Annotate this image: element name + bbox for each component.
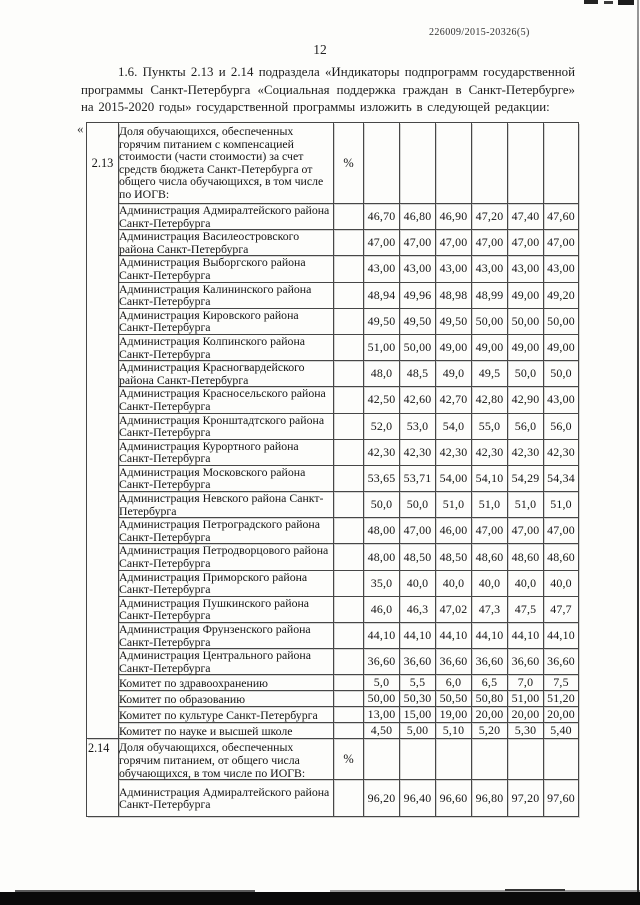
- value-cell: 42,50: [364, 387, 400, 413]
- value-cell: 20,00: [544, 707, 579, 723]
- scan-artifact-mark: [584, 0, 598, 4]
- table-row: [87, 361, 579, 387]
- value-cell: 48,60: [544, 544, 579, 570]
- row-name-cell: Администрация Красногвардейского района Санкт-Петербурга: [119, 361, 334, 387]
- value-cell: [544, 123, 579, 204]
- row-name-cell: Администрация Приморского района Санкт-Петербурга: [119, 570, 334, 596]
- unit-cell: [334, 256, 364, 282]
- value-cell: 48,60: [472, 544, 508, 570]
- value-cell: 97,60: [544, 780, 579, 817]
- value-cell: 51,20: [544, 691, 579, 707]
- value-cell: 49,00: [508, 334, 544, 360]
- unit-cell: [334, 707, 364, 723]
- value-cell: 42,70: [436, 387, 472, 413]
- value-cell: 5,20: [472, 723, 508, 739]
- section-number-cell: [87, 739, 119, 817]
- unit-cell: %: [334, 123, 364, 204]
- value-cell: 5,40: [544, 723, 579, 739]
- value-cell: 54,34: [544, 465, 579, 491]
- value-cell: [508, 123, 544, 204]
- value-cell: 54,10: [472, 465, 508, 491]
- row-name-cell: Администрация Невского района Санкт-Петербурга: [119, 492, 334, 518]
- value-cell: 40,0: [436, 570, 472, 596]
- row-name-cell: Комитет по науке и высшей школе: [119, 723, 334, 739]
- table-row: [87, 596, 579, 622]
- table-row: [87, 387, 579, 413]
- value-cell: 51,0: [472, 492, 508, 518]
- unit-cell: [334, 308, 364, 334]
- value-cell: 47,00: [544, 230, 579, 256]
- row-name-cell: Администрация Курортного района Санкт-Петербурга: [119, 439, 334, 465]
- unit-cell: [334, 723, 364, 739]
- value-cell: 54,0: [436, 413, 472, 439]
- value-cell: 47,02: [436, 596, 472, 622]
- section-header-row: [87, 123, 579, 204]
- value-cell: 47,5: [508, 596, 544, 622]
- opening-quote-mark: «: [77, 121, 84, 136]
- table-row: [87, 465, 579, 491]
- value-cell: 15,00: [400, 707, 436, 723]
- unit-cell: [334, 361, 364, 387]
- document-reference-number: 226009/2015-20326(5): [429, 27, 530, 38]
- value-cell: 51,00: [508, 691, 544, 707]
- intro-paragraph: 1.6. Пункты 2.13 и 2.14 подраздела «Индикаторы подпрограмм государственной программы Санкт-Петербурга «Социальная поддержка граждан в Санкт-Петербурге» на 2015-2020 годы» государственной программы изложить в следующей редакции:: [81, 65, 575, 115]
- unit-cell: [334, 649, 364, 675]
- unit-cell: [334, 230, 364, 256]
- scan-artifact-bottom-bar: [0, 892, 640, 905]
- value-cell: 50,80: [472, 691, 508, 707]
- scan-artifact-line: [505, 889, 565, 891]
- value-cell: 96,20: [364, 780, 400, 817]
- row-name-cell: Администрация Выборгского района Санкт-Петербурга: [119, 256, 334, 282]
- value-cell: 44,10: [472, 623, 508, 649]
- unit-cell: [334, 623, 364, 649]
- value-cell: 47,60: [544, 204, 579, 230]
- unit-cell: [334, 387, 364, 413]
- value-cell: 5,10: [436, 723, 472, 739]
- value-cell: 56,0: [544, 413, 579, 439]
- table-row: [87, 675, 579, 691]
- scan-artifact-mark: [604, 1, 613, 4]
- value-cell: 44,10: [436, 623, 472, 649]
- value-cell: 47,00: [400, 518, 436, 544]
- value-cell: 20,00: [472, 707, 508, 723]
- value-cell: [472, 739, 508, 780]
- value-cell: 50,00: [508, 308, 544, 334]
- table-row: [87, 230, 579, 256]
- value-cell: 50,0: [544, 361, 579, 387]
- row-name-cell: Комитет по культуре Санкт-Петербурга: [119, 707, 334, 723]
- value-cell: 54,29: [508, 465, 544, 491]
- indicator-table: [86, 122, 579, 817]
- value-cell: 48,00: [364, 544, 400, 570]
- value-cell: 49,00: [472, 334, 508, 360]
- value-cell: 47,00: [472, 230, 508, 256]
- unit-cell: [334, 465, 364, 491]
- value-cell: 42,30: [508, 439, 544, 465]
- section-header-row: [87, 739, 579, 780]
- value-cell: 49,96: [400, 282, 436, 308]
- table-row: [87, 623, 579, 649]
- unit-cell: [334, 439, 364, 465]
- unit-cell: %: [334, 739, 364, 780]
- table-row: [87, 707, 579, 723]
- table-row: [87, 518, 579, 544]
- unit-cell: [334, 413, 364, 439]
- value-cell: [472, 123, 508, 204]
- table-row: [87, 691, 579, 707]
- value-cell: 42,30: [400, 439, 436, 465]
- value-cell: 96,80: [472, 780, 508, 817]
- value-cell: 44,10: [544, 623, 579, 649]
- value-cell: 47,3: [472, 596, 508, 622]
- value-cell: 36,60: [400, 649, 436, 675]
- value-cell: 54,00: [436, 465, 472, 491]
- value-cell: 47,20: [472, 204, 508, 230]
- row-name-cell: Администрация Петроградского района Санкт-Петербурга: [119, 518, 334, 544]
- table-row: [87, 256, 579, 282]
- unit-cell: [334, 492, 364, 518]
- value-cell: 50,50: [436, 691, 472, 707]
- value-cell: 20,00: [508, 707, 544, 723]
- table-row: [87, 492, 579, 518]
- value-cell: [508, 739, 544, 780]
- unit-cell: [334, 691, 364, 707]
- value-cell: 40,0: [508, 570, 544, 596]
- value-cell: 42,80: [472, 387, 508, 413]
- value-cell: 49,00: [436, 334, 472, 360]
- value-cell: 43,00: [400, 256, 436, 282]
- value-cell: 96,60: [436, 780, 472, 817]
- row-name-cell: Администрация Адмиралтейского района Санкт-Петербурга: [119, 204, 334, 230]
- value-cell: 46,90: [436, 204, 472, 230]
- value-cell: 53,71: [400, 465, 436, 491]
- value-cell: 50,00: [544, 308, 579, 334]
- row-name-cell: Администрация Петродворцового района Санкт-Петербурга: [119, 544, 334, 570]
- value-cell: 43,00: [436, 256, 472, 282]
- value-cell: [364, 739, 400, 780]
- value-cell: 44,10: [400, 623, 436, 649]
- value-cell: 51,0: [508, 492, 544, 518]
- value-cell: 36,60: [436, 649, 472, 675]
- value-cell: 44,10: [508, 623, 544, 649]
- value-cell: 6,0: [436, 675, 472, 691]
- value-cell: 50,0: [364, 492, 400, 518]
- value-cell: 47,40: [508, 204, 544, 230]
- value-cell: 48,60: [508, 544, 544, 570]
- row-name-cell: Администрация Адмиралтейского района Санкт-Петербурга: [119, 780, 334, 817]
- value-cell: 48,50: [436, 544, 472, 570]
- value-cell: 44,10: [364, 623, 400, 649]
- value-cell: 47,00: [436, 230, 472, 256]
- value-cell: [436, 739, 472, 780]
- value-cell: 53,65: [364, 465, 400, 491]
- value-cell: 51,00: [364, 334, 400, 360]
- value-cell: 42,90: [508, 387, 544, 413]
- value-cell: 49,0: [436, 361, 472, 387]
- unit-cell: [334, 675, 364, 691]
- indicator-description-cell: Доля обучающихся, обеспеченных горячим питанием, от общего числа обучающихся, в том числе по ИОГВ:: [119, 739, 334, 780]
- value-cell: 48,99: [472, 282, 508, 308]
- table-row: [87, 334, 579, 360]
- table-row: [87, 204, 579, 230]
- value-cell: [364, 123, 400, 204]
- value-cell: 36,60: [544, 649, 579, 675]
- scan-artifact-mark: [618, 0, 634, 5]
- unit-cell: [334, 334, 364, 360]
- row-name-cell: Администрация Колпинского района Санкт-Петербурга: [119, 334, 334, 360]
- value-cell: 36,60: [508, 649, 544, 675]
- table-row: [87, 308, 579, 334]
- table-row: [87, 780, 579, 817]
- value-cell: 46,0: [364, 596, 400, 622]
- value-cell: 97,20: [508, 780, 544, 817]
- value-cell: 47,00: [508, 518, 544, 544]
- table-row: [87, 649, 579, 675]
- table-row: [87, 439, 579, 465]
- value-cell: [436, 123, 472, 204]
- value-cell: 5,00: [400, 723, 436, 739]
- value-cell: 42,30: [436, 439, 472, 465]
- value-cell: 51,0: [544, 492, 579, 518]
- unit-cell: [334, 204, 364, 230]
- value-cell: 19,00: [436, 707, 472, 723]
- unit-cell: [334, 282, 364, 308]
- value-cell: 40,0: [472, 570, 508, 596]
- value-cell: 48,94: [364, 282, 400, 308]
- table-row: [87, 570, 579, 596]
- value-cell: 50,00: [364, 691, 400, 707]
- value-cell: 47,00: [472, 518, 508, 544]
- value-cell: 48,0: [364, 361, 400, 387]
- value-cell: 50,00: [472, 308, 508, 334]
- value-cell: 49,00: [508, 282, 544, 308]
- value-cell: 56,0: [508, 413, 544, 439]
- row-name-cell: Администрация Кировского района Санкт-Петербурга: [119, 308, 334, 334]
- value-cell: 51,0: [436, 492, 472, 518]
- value-cell: 48,00: [364, 518, 400, 544]
- value-cell: 50,30: [400, 691, 436, 707]
- value-cell: 49,50: [436, 308, 472, 334]
- row-name-cell: Администрация Московского района Санкт-Петербурга: [119, 465, 334, 491]
- page-number: 12: [313, 42, 327, 57]
- value-cell: 48,50: [400, 544, 436, 570]
- unit-cell: [334, 544, 364, 570]
- table-row: [87, 413, 579, 439]
- unit-cell: [334, 780, 364, 817]
- value-cell: 7,5: [544, 675, 579, 691]
- value-cell: 48,98: [436, 282, 472, 308]
- row-name-cell: Администрация Красносельского района Санкт-Петербурга: [119, 387, 334, 413]
- value-cell: 49,50: [364, 308, 400, 334]
- section-number-cell: [87, 123, 119, 739]
- value-cell: 43,00: [364, 256, 400, 282]
- value-cell: 5,0: [364, 675, 400, 691]
- value-cell: 50,00: [400, 334, 436, 360]
- value-cell: 47,00: [544, 518, 579, 544]
- value-cell: 43,00: [544, 256, 579, 282]
- unit-cell: [334, 570, 364, 596]
- unit-cell: [334, 596, 364, 622]
- section-number: 2.14: [88, 741, 110, 756]
- value-cell: 47,00: [364, 230, 400, 256]
- value-cell: 7,0: [508, 675, 544, 691]
- table-row: [87, 723, 579, 739]
- value-cell: [400, 739, 436, 780]
- value-cell: 42,30: [544, 439, 579, 465]
- value-cell: 49,50: [400, 308, 436, 334]
- row-name-cell: Администрация Кронштадтского района Санкт-Петербурга: [119, 413, 334, 439]
- value-cell: 5,30: [508, 723, 544, 739]
- value-cell: 5,5: [400, 675, 436, 691]
- row-name-cell: Администрация Калининского района Санкт-Петербурга: [119, 282, 334, 308]
- value-cell: 47,00: [400, 230, 436, 256]
- indicator-description-cell: Доля обучающихся, обеспеченных горячим питанием с компенсацией стоимости (части стоимости) за счет средств бюджета Санкт-Петербурга от общего числа обучающихся, в том числе по ИОГВ:: [119, 123, 334, 204]
- value-cell: 4,50: [364, 723, 400, 739]
- scan-artifact-right-edge: [637, 0, 639, 892]
- value-cell: [400, 123, 436, 204]
- value-cell: 46,3: [400, 596, 436, 622]
- value-cell: 48,5: [400, 361, 436, 387]
- value-cell: 46,00: [436, 518, 472, 544]
- value-cell: 49,20: [544, 282, 579, 308]
- value-cell: 13,00: [364, 707, 400, 723]
- section-number: 2.13: [91, 155, 114, 170]
- value-cell: 46,70: [364, 204, 400, 230]
- value-cell: 49,5: [472, 361, 508, 387]
- value-cell: 43,00: [508, 256, 544, 282]
- table-row: [87, 544, 579, 570]
- value-cell: 42,60: [400, 387, 436, 413]
- value-cell: 53,0: [400, 413, 436, 439]
- row-name-cell: Комитет по здравоохранению: [119, 675, 334, 691]
- value-cell: [544, 739, 579, 780]
- row-name-cell: Администрация Центрального района Санкт-Петербурга: [119, 649, 334, 675]
- value-cell: 43,00: [544, 387, 579, 413]
- table-row: [87, 282, 579, 308]
- value-cell: 96,40: [400, 780, 436, 817]
- row-name-cell: Администрация Пушкинского района Санкт-Петербурга: [119, 596, 334, 622]
- value-cell: 46,80: [400, 204, 436, 230]
- unit-cell: [334, 518, 364, 544]
- value-cell: 47,00: [508, 230, 544, 256]
- value-cell: 40,0: [544, 570, 579, 596]
- value-cell: 40,0: [400, 570, 436, 596]
- value-cell: 36,60: [472, 649, 508, 675]
- value-cell: 35,0: [364, 570, 400, 596]
- row-name-cell: Администрация Фрунзенского района Санкт-Петербурга: [119, 623, 334, 649]
- value-cell: 49,00: [544, 334, 579, 360]
- value-cell: 55,0: [472, 413, 508, 439]
- value-cell: 47,7: [544, 596, 579, 622]
- value-cell: 6,5: [472, 675, 508, 691]
- indicator-table-body: [87, 123, 579, 817]
- value-cell: 52,0: [364, 413, 400, 439]
- row-name-cell: Комитет по образованию: [119, 691, 334, 707]
- value-cell: 36,60: [364, 649, 400, 675]
- value-cell: 43,00: [472, 256, 508, 282]
- value-cell: 42,30: [472, 439, 508, 465]
- row-name-cell: Администрация Василеостровского района Санкт-Петербурга: [119, 230, 334, 256]
- value-cell: 50,0: [400, 492, 436, 518]
- value-cell: 50,0: [508, 361, 544, 387]
- value-cell: 42,30: [364, 439, 400, 465]
